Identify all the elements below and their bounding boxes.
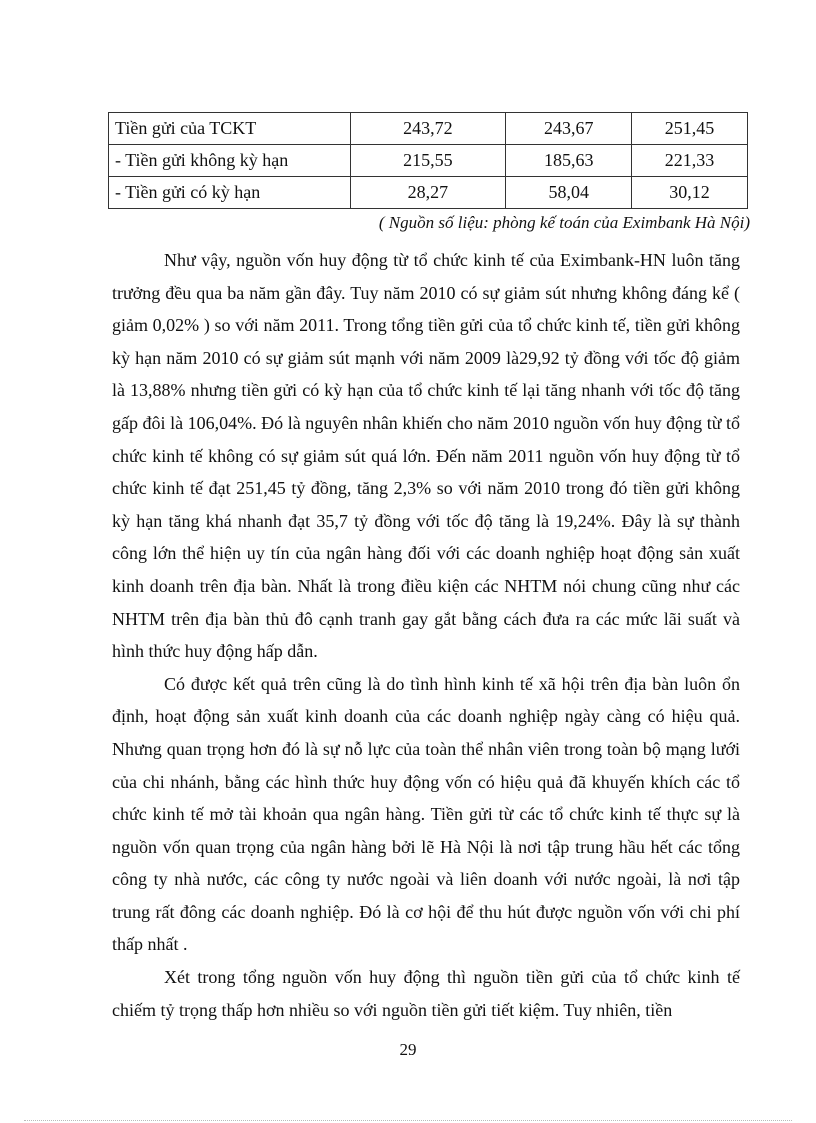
value-2010: 58,04 bbox=[506, 177, 632, 209]
paragraph: Có được kết quả trên cũng là do tình hình kinh tế xã hội trên địa bàn luôn ổn định, hoạt động sản xuất kinh doanh của các doanh nghiệp ngày càng có hiệu quả. Nhưng quan trọng hơn đó là sự nỗ lực của toàn thể nhân viên trong toàn bộ mạng lưới của chi nhánh, bằng các hình thức huy động vốn có hiệu quả đã khuyến khích các tổ chức kinh tế mở tài khoản qua ngân hàng. Tiền gửi từ các tổ chức kinh tế thực sự là nguồn vốn quan trọng của ngân hàng bởi lẽ Hà Nội là nơi tập trung hầu hết các tổng công ty nhà nước, các công ty nước ngoài và liên doanh với nước ngoài, là nơi tập trung rất đông các doanh nghiệp. Đó là cơ hội để thu hút được nguồn vốn với chi phí thấp nhất . bbox=[112, 673, 740, 955]
value-2009: 215,55 bbox=[350, 145, 506, 177]
value-2010: 243,67 bbox=[506, 113, 632, 145]
value-2009: 28,27 bbox=[350, 177, 506, 209]
value-2010: 185,63 bbox=[506, 145, 632, 177]
table-row bbox=[109, 113, 748, 145]
table-row bbox=[109, 177, 748, 209]
value-2011: 221,33 bbox=[632, 145, 748, 177]
deposit-table bbox=[108, 112, 748, 209]
value-2011: 30,12 bbox=[632, 177, 748, 209]
paragraph: Như vậy, nguồn vốn huy động từ tổ chức kinh tế của Eximbank-HN luôn tăng trưởng đều qua ba năm gần đây. Tuy năm 2010 có sự giảm sút nhưng không đáng kể ( giảm 0,02% ) so với năm 2011. Trong tổng tiền gửi của tổ chức kinh tế, tiền gửi không kỳ hạn năm 2010 có sự giảm sút mạnh với năm 2009 là29,92 tỷ đồng với tốc độ giảm là 13,88% nhưng tiền gửi có kỳ hạn của tổ chức kinh tế lại tăng nhanh với tốc độ tăng gấp đôi là 106,04%. Đó là nguyên nhân khiến cho năm 2010 nguồn vốn huy động từ tổ chức kinh tế không có sự giảm sút quá lớn. Đến năm 2011 nguồn vốn huy động từ tổ chức kinh tế đạt 251,45 tỷ đồng, tăng 2,3% so với năm 2010 trong đó tiền gửi không kỳ hạn tăng khá nhanh đạt 35,7 tỷ đồng với tốc độ tăng là 19,24%. Đây là sự thành công lớn thể hiện uy tín của ngân hàng đối với các doanh nghiệp hoạt động sản xuất kinh doanh trên địa bàn. Nhất là trong điều kiện các NHTM nói chung cũng như các NHTM trên địa bàn thủ đô cạnh tranh gay gắt bằng cách đưa ra các mức lãi suất và hình thức huy động hấp dẫn. bbox=[112, 250, 740, 662]
row-label: Tiền gửi của TCKT bbox=[109, 113, 351, 145]
value-2011: 251,45 bbox=[632, 113, 748, 145]
page-number: 29 bbox=[399, 1040, 417, 1059]
footer-divider bbox=[24, 1120, 792, 1121]
table-row bbox=[109, 145, 748, 177]
source-note: ( Nguồn số liệu: phòng kế toán của Eximbank Hà Nội) bbox=[378, 213, 750, 232]
value-2009: 243,72 bbox=[350, 113, 506, 145]
row-label: - Tiền gửi có kỳ hạn bbox=[109, 177, 351, 209]
paragraph: Xét trong tổng nguồn vốn huy động thì nguồn tiền gửi của tổ chức kinh tế chiếm tỷ trọng thấp hơn nhiều so với nguồn tiền gửi tiết kiệm. Tuy nhiên, tiền bbox=[112, 967, 740, 1020]
body-text bbox=[112, 244, 740, 1026]
row-label: - Tiền gửi không kỳ hạn bbox=[109, 145, 351, 177]
